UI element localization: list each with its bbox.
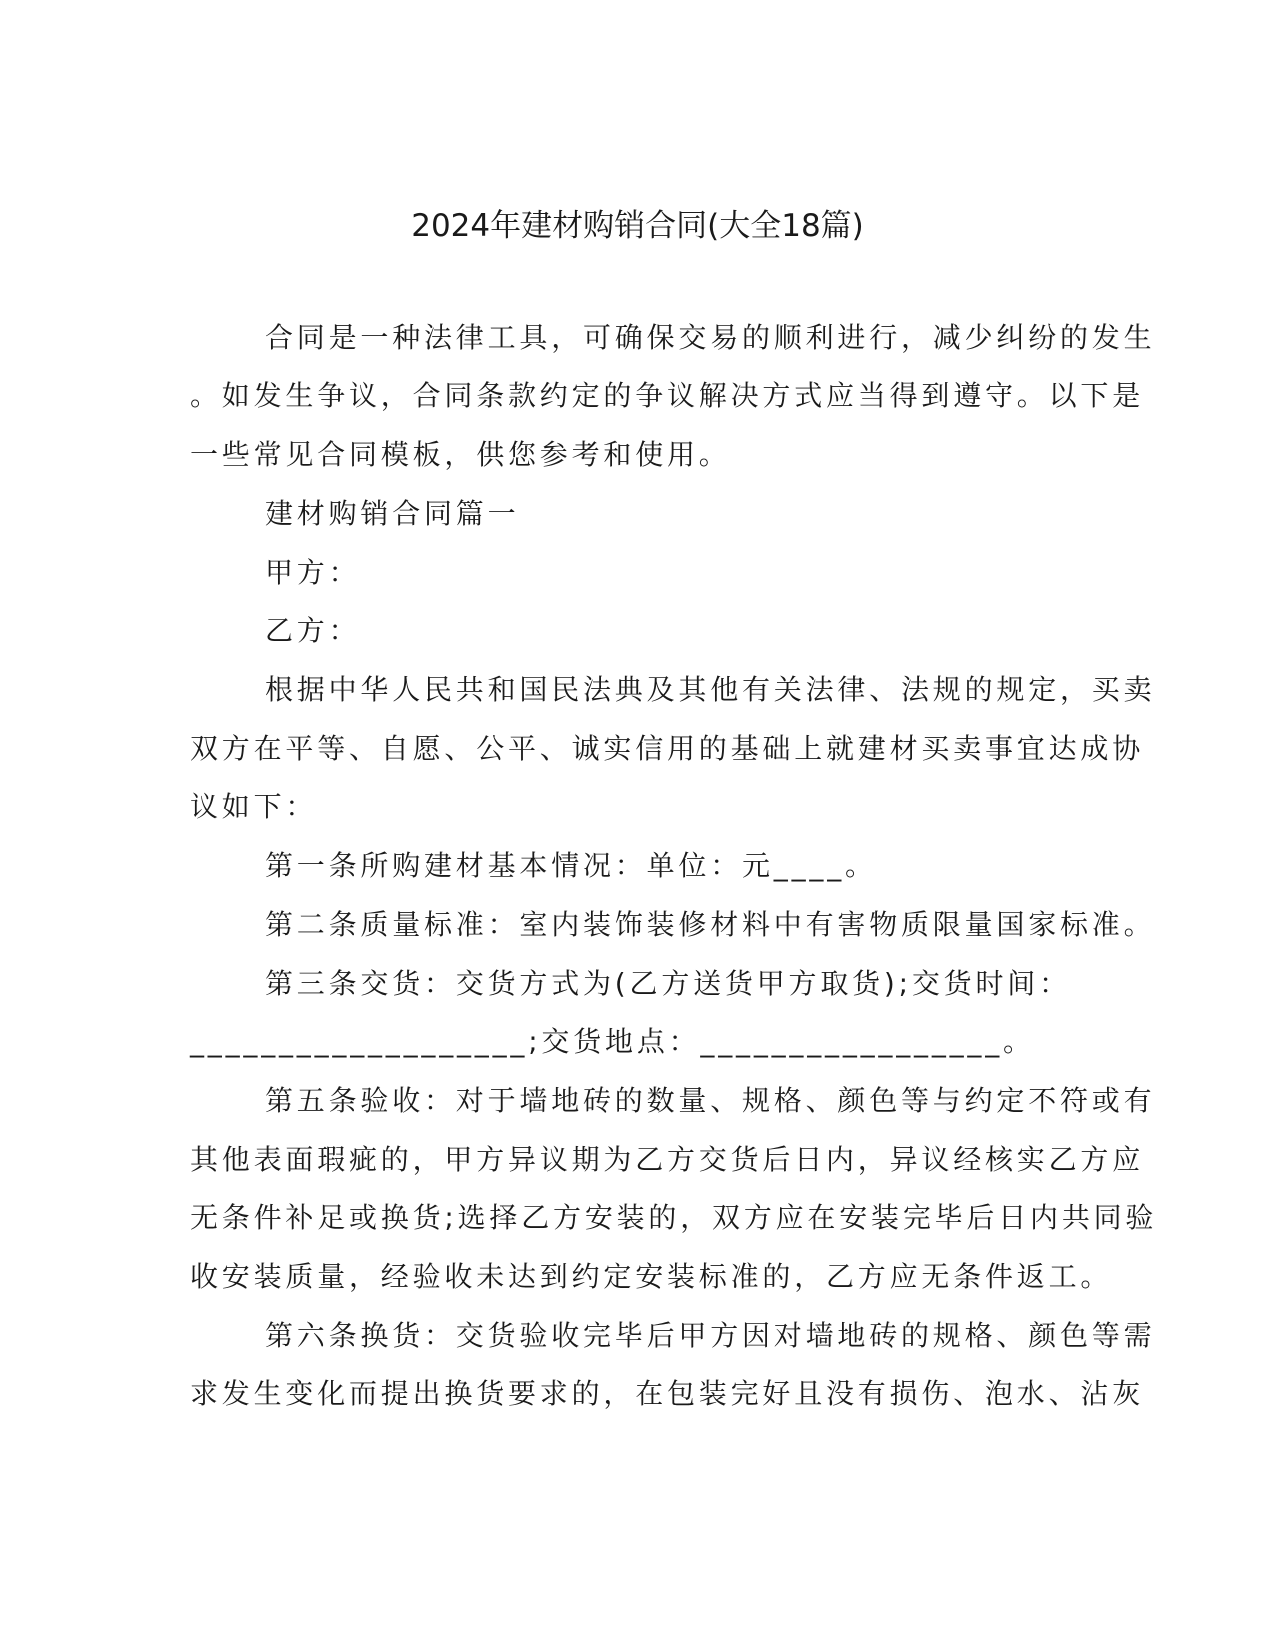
clause-line: 收安装质量，经验收未达到约定安装标准的，乙方应无条件返工。 [190, 1260, 1113, 1293]
paragraph-line: 双方在平等、自愿、公平、诚实信用的基础上就建材买卖事宜达成协 [190, 732, 1145, 765]
document-title: 2024年建材购销合同(大全18篇) [411, 208, 864, 244]
clause-line: 第一条所购建材基本情况：单位：元____。 [265, 849, 877, 882]
paragraph-line: 合同是一种法律工具，可确保交易的顺利进行，减少纠纷的发生 [265, 321, 1156, 354]
clause-line: 求发生变化而提出换货要求的，在包装完好且没有损伤、泡水、沾灰 [190, 1377, 1145, 1410]
paragraph-line: 一些常见合同模板，供您参考和使用。 [190, 438, 731, 471]
clause-line: 第三条交货：交货方式为(乙方送货甲方取货);交货时间： [265, 967, 1071, 1000]
section-heading: 建材购销合同篇一 [265, 497, 520, 530]
clause-line: 第二条质量标准：室内装饰装修材料中有害物质限量国家标准。 [265, 908, 1156, 941]
paragraph-line: 根据中华人民共和国民法典及其他有关法律、法规的规定，买卖 [265, 673, 1156, 706]
party-a-label: 甲方： [265, 556, 361, 589]
clause-line: 第五条验收：对于墙地砖的数量、规格、颜色等与约定不符或有 [265, 1084, 1156, 1117]
clause-line: ___________________;交货地点：_________________。 [190, 1025, 1035, 1058]
clause-line: 第六条换货：交货验收完毕后甲方因对墙地砖的规格、颜色等需 [265, 1319, 1156, 1352]
clause-line: 无条件补足或换货;选择乙方安装的，双方应在安装完毕后日内共同验 [190, 1201, 1158, 1234]
party-b-label: 乙方： [265, 614, 361, 647]
paragraph-line: 。如发生争议，合同条款约定的争议解决方式应当得到遵守。以下是 [190, 379, 1145, 412]
clause-line: 其他表面瑕疵的，甲方异议期为乙方交货后日内，异议经核实乙方应 [190, 1143, 1145, 1176]
paragraph-line: 议如下： [190, 790, 318, 823]
